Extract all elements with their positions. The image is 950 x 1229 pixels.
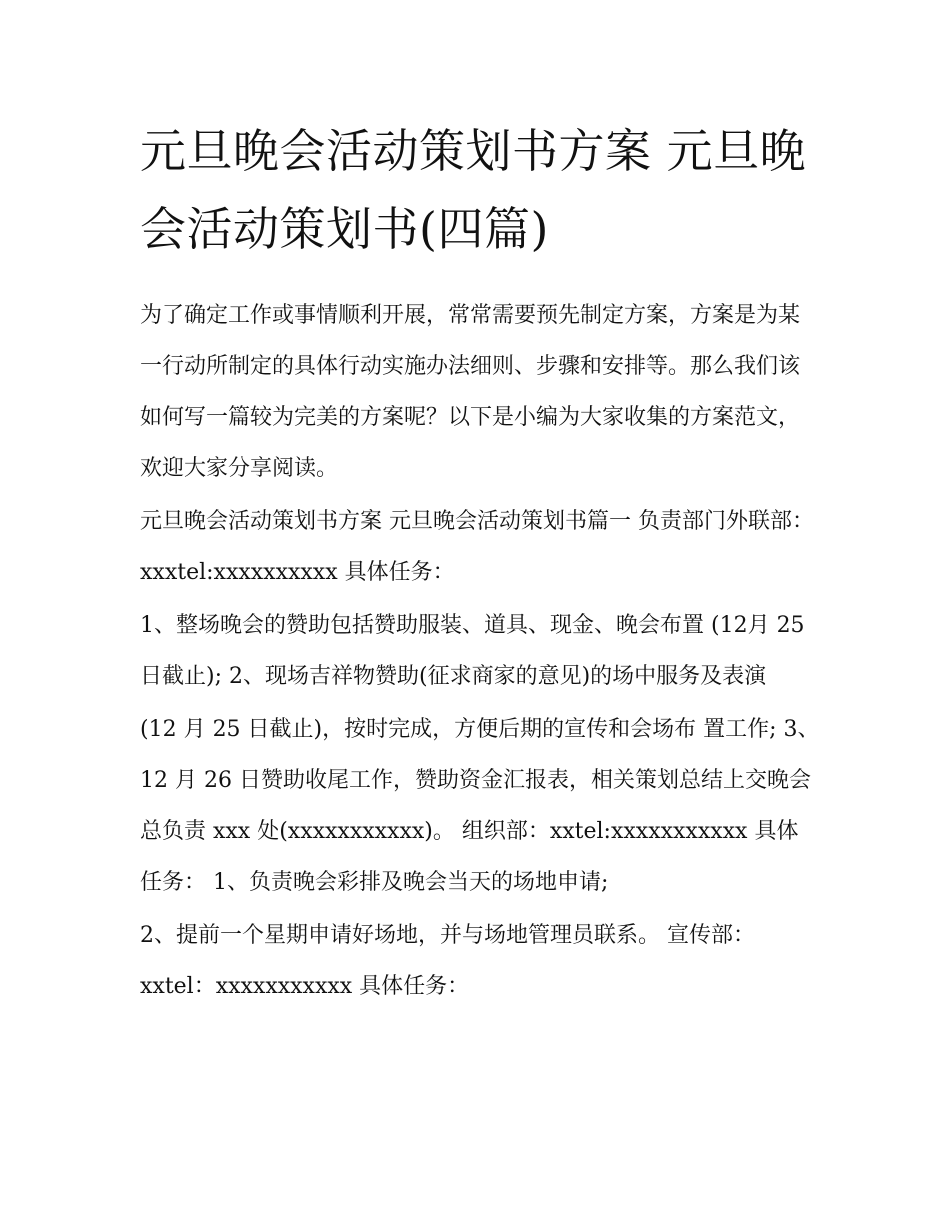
paragraph-sponsorship-tasks: 1、整场晚会的赞助包括赞助服装、道具、现金、晚会布置 (12月 25 日截止); 2、现场吉祥物赞助(征求商家的意见)的场中服务及表演 <box>140 613 805 689</box>
document-page <box>140 112 820 1014</box>
paragraph-organization-tasks: (12 月 25 日截止)，按时完成，方便后期的宣传和会场布 置工作; 3、12 月 26 日赞助收尾工作，赞助资金汇报表，相关策划总结上交晚会总负责 xxx 处(xxxxxxxxxxx)。 组织部：xxtel:xxxxxxxxxxx 具体任务： 1、负责晚会彩排及晚会当天的场地申请; <box>140 717 820 895</box>
paragraph-department-heading: 元旦晚会活动策划书方案 元旦晚会活动策划书篇一 负责部门外联部：xxxtel:xxxxxxxxxx 具体任务： <box>140 509 814 585</box>
document-title: 元旦晚会活动策划书方案 元旦晚会活动策划书(四篇) <box>140 124 807 256</box>
intro-paragraph: 为了确定工作或事情顺利开展，常常需要预先制定方案，方案是为某一行动所制定的具体行动实施办法细则、步骤和安排等。那么我们该如何写一篇较为完美的方案呢？以下是小编为大家收集的方案范文，欢迎大家分享阅读。 <box>140 303 801 481</box>
paragraph-publicity-tasks: 2、提前一个星期申请好场地，并与场地管理员联系。 宣传部：xxtel：xxxxxxxxxxx 具体任务： <box>140 923 755 999</box>
